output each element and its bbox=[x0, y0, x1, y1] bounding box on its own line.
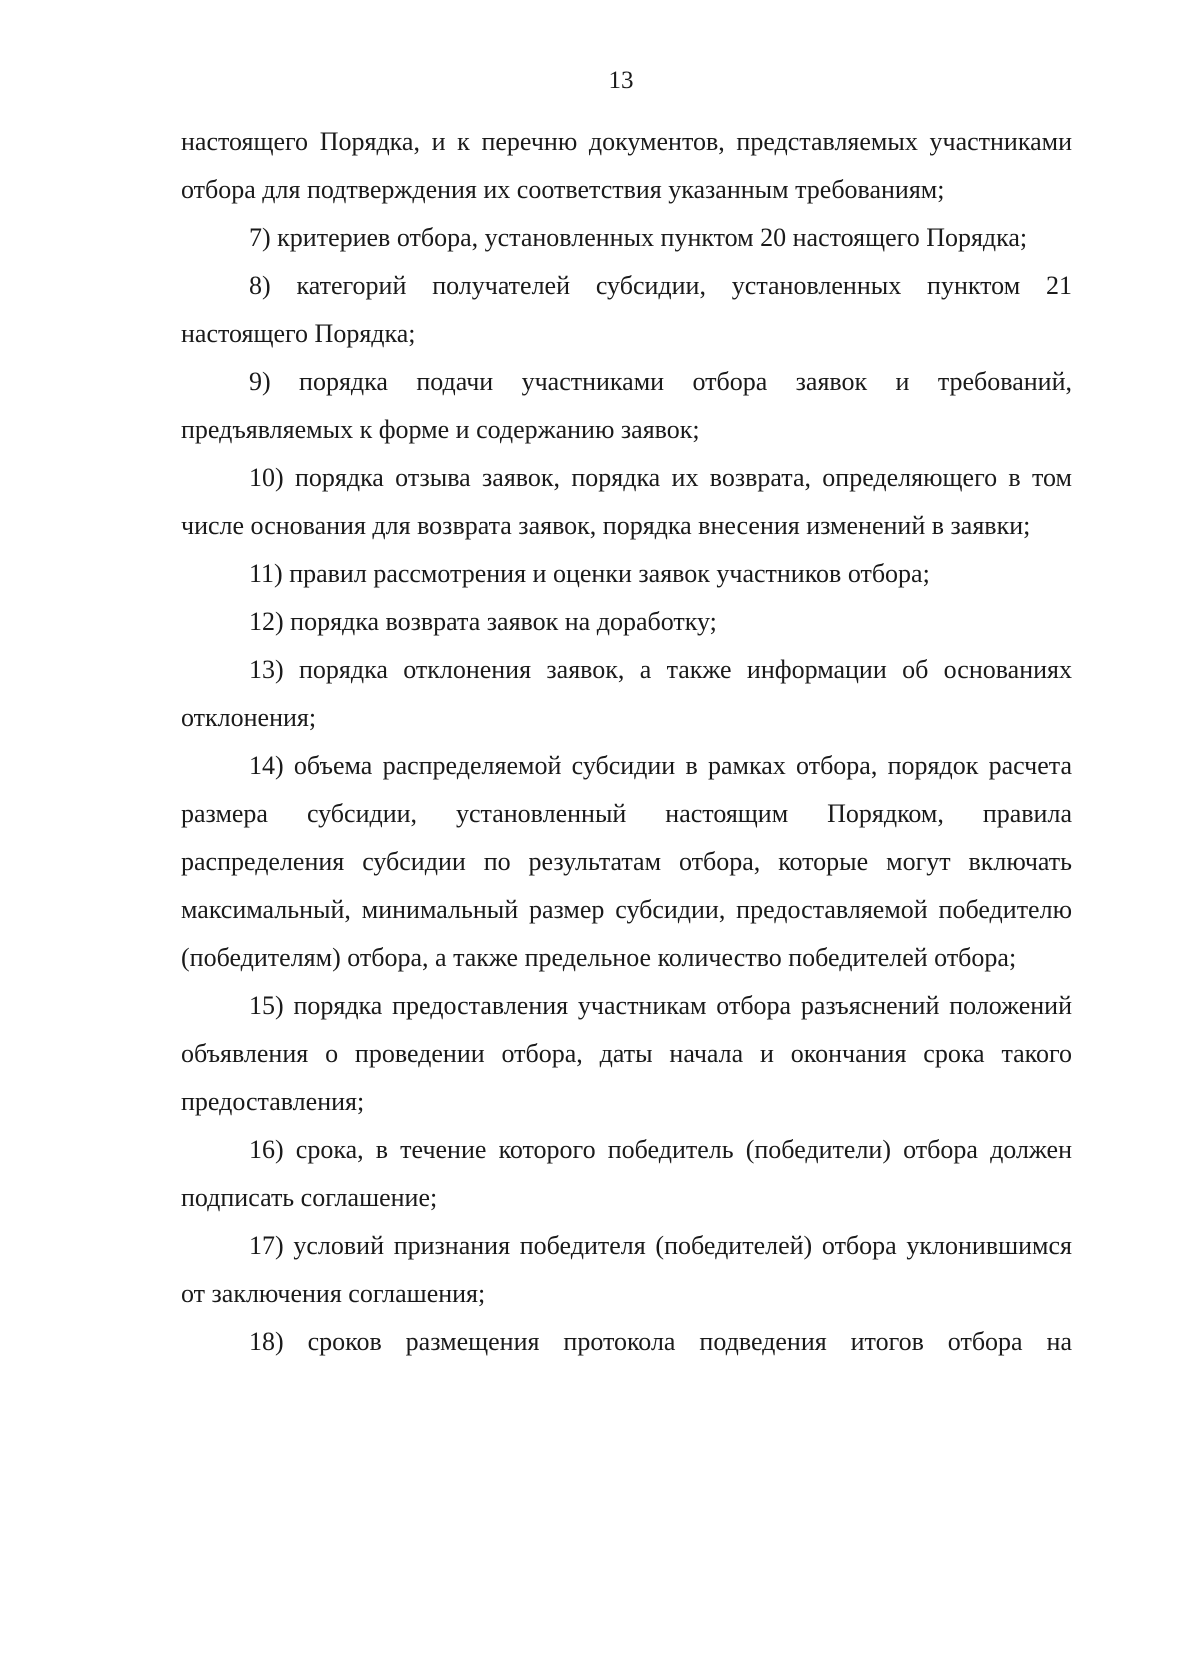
list-item-17: 17) условий признания победителя (победителей) отбора уклонившимся от заключения соглашения; bbox=[181, 1231, 1072, 1308]
list-item-14: 14) объема распределяемой субсидии в рамках отбора, порядок расчета размера субсидии, установленный настоящим Порядком, правила распределения субсидии по результатам отбора, которые могут включать максимальный, минимальный размер субсидии, предоставляемой победителю (победителям) отбора, а также предельное количество победителей отбора; bbox=[181, 751, 1072, 972]
paragraph-continuation: настоящего Порядка, и к перечню документов, представляемых участниками отбора для подтверждения их соответствия указанным требованиям; bbox=[181, 127, 1072, 204]
list-item-7: 7) критериев отбора, установленных пунктом 20 настоящего Порядка; bbox=[249, 223, 1028, 252]
list-item-16: 16) срока, в течение которого победитель (победители) отбора должен подписать соглашение; bbox=[181, 1135, 1072, 1212]
document-body bbox=[181, 118, 1072, 1366]
page-number: 13 bbox=[608, 67, 634, 94]
list-item-8: 8) категорий получателей субсидии, установленных пунктом 21 настоящего Порядка; bbox=[181, 271, 1072, 348]
list-item-9: 9) порядка подачи участниками отбора заявок и требований, предъявляемых к форме и содержанию заявок; bbox=[181, 367, 1072, 444]
list-item-10: 10) порядка отзыва заявок, порядка их возврата, определяющего в том числе основания для возврата заявок, порядка внесения изменений в заявки; bbox=[181, 463, 1072, 540]
list-item-12: 12) порядка возврата заявок на доработку; bbox=[249, 607, 717, 636]
list-item-13: 13) порядка отклонения заявок, а также информации об основаниях отклонения; bbox=[181, 655, 1072, 732]
list-item-15: 15) порядка предоставления участникам отбора разъяснений положений объявления о проведении отбора, даты начала и окончания срока такого предоставления; bbox=[181, 991, 1072, 1116]
list-item-11: 11) правил рассмотрения и оценки заявок участников отбора; bbox=[249, 559, 930, 588]
list-item-18: 18) сроков размещения протокола подведения итогов отбора на bbox=[249, 1327, 1072, 1356]
